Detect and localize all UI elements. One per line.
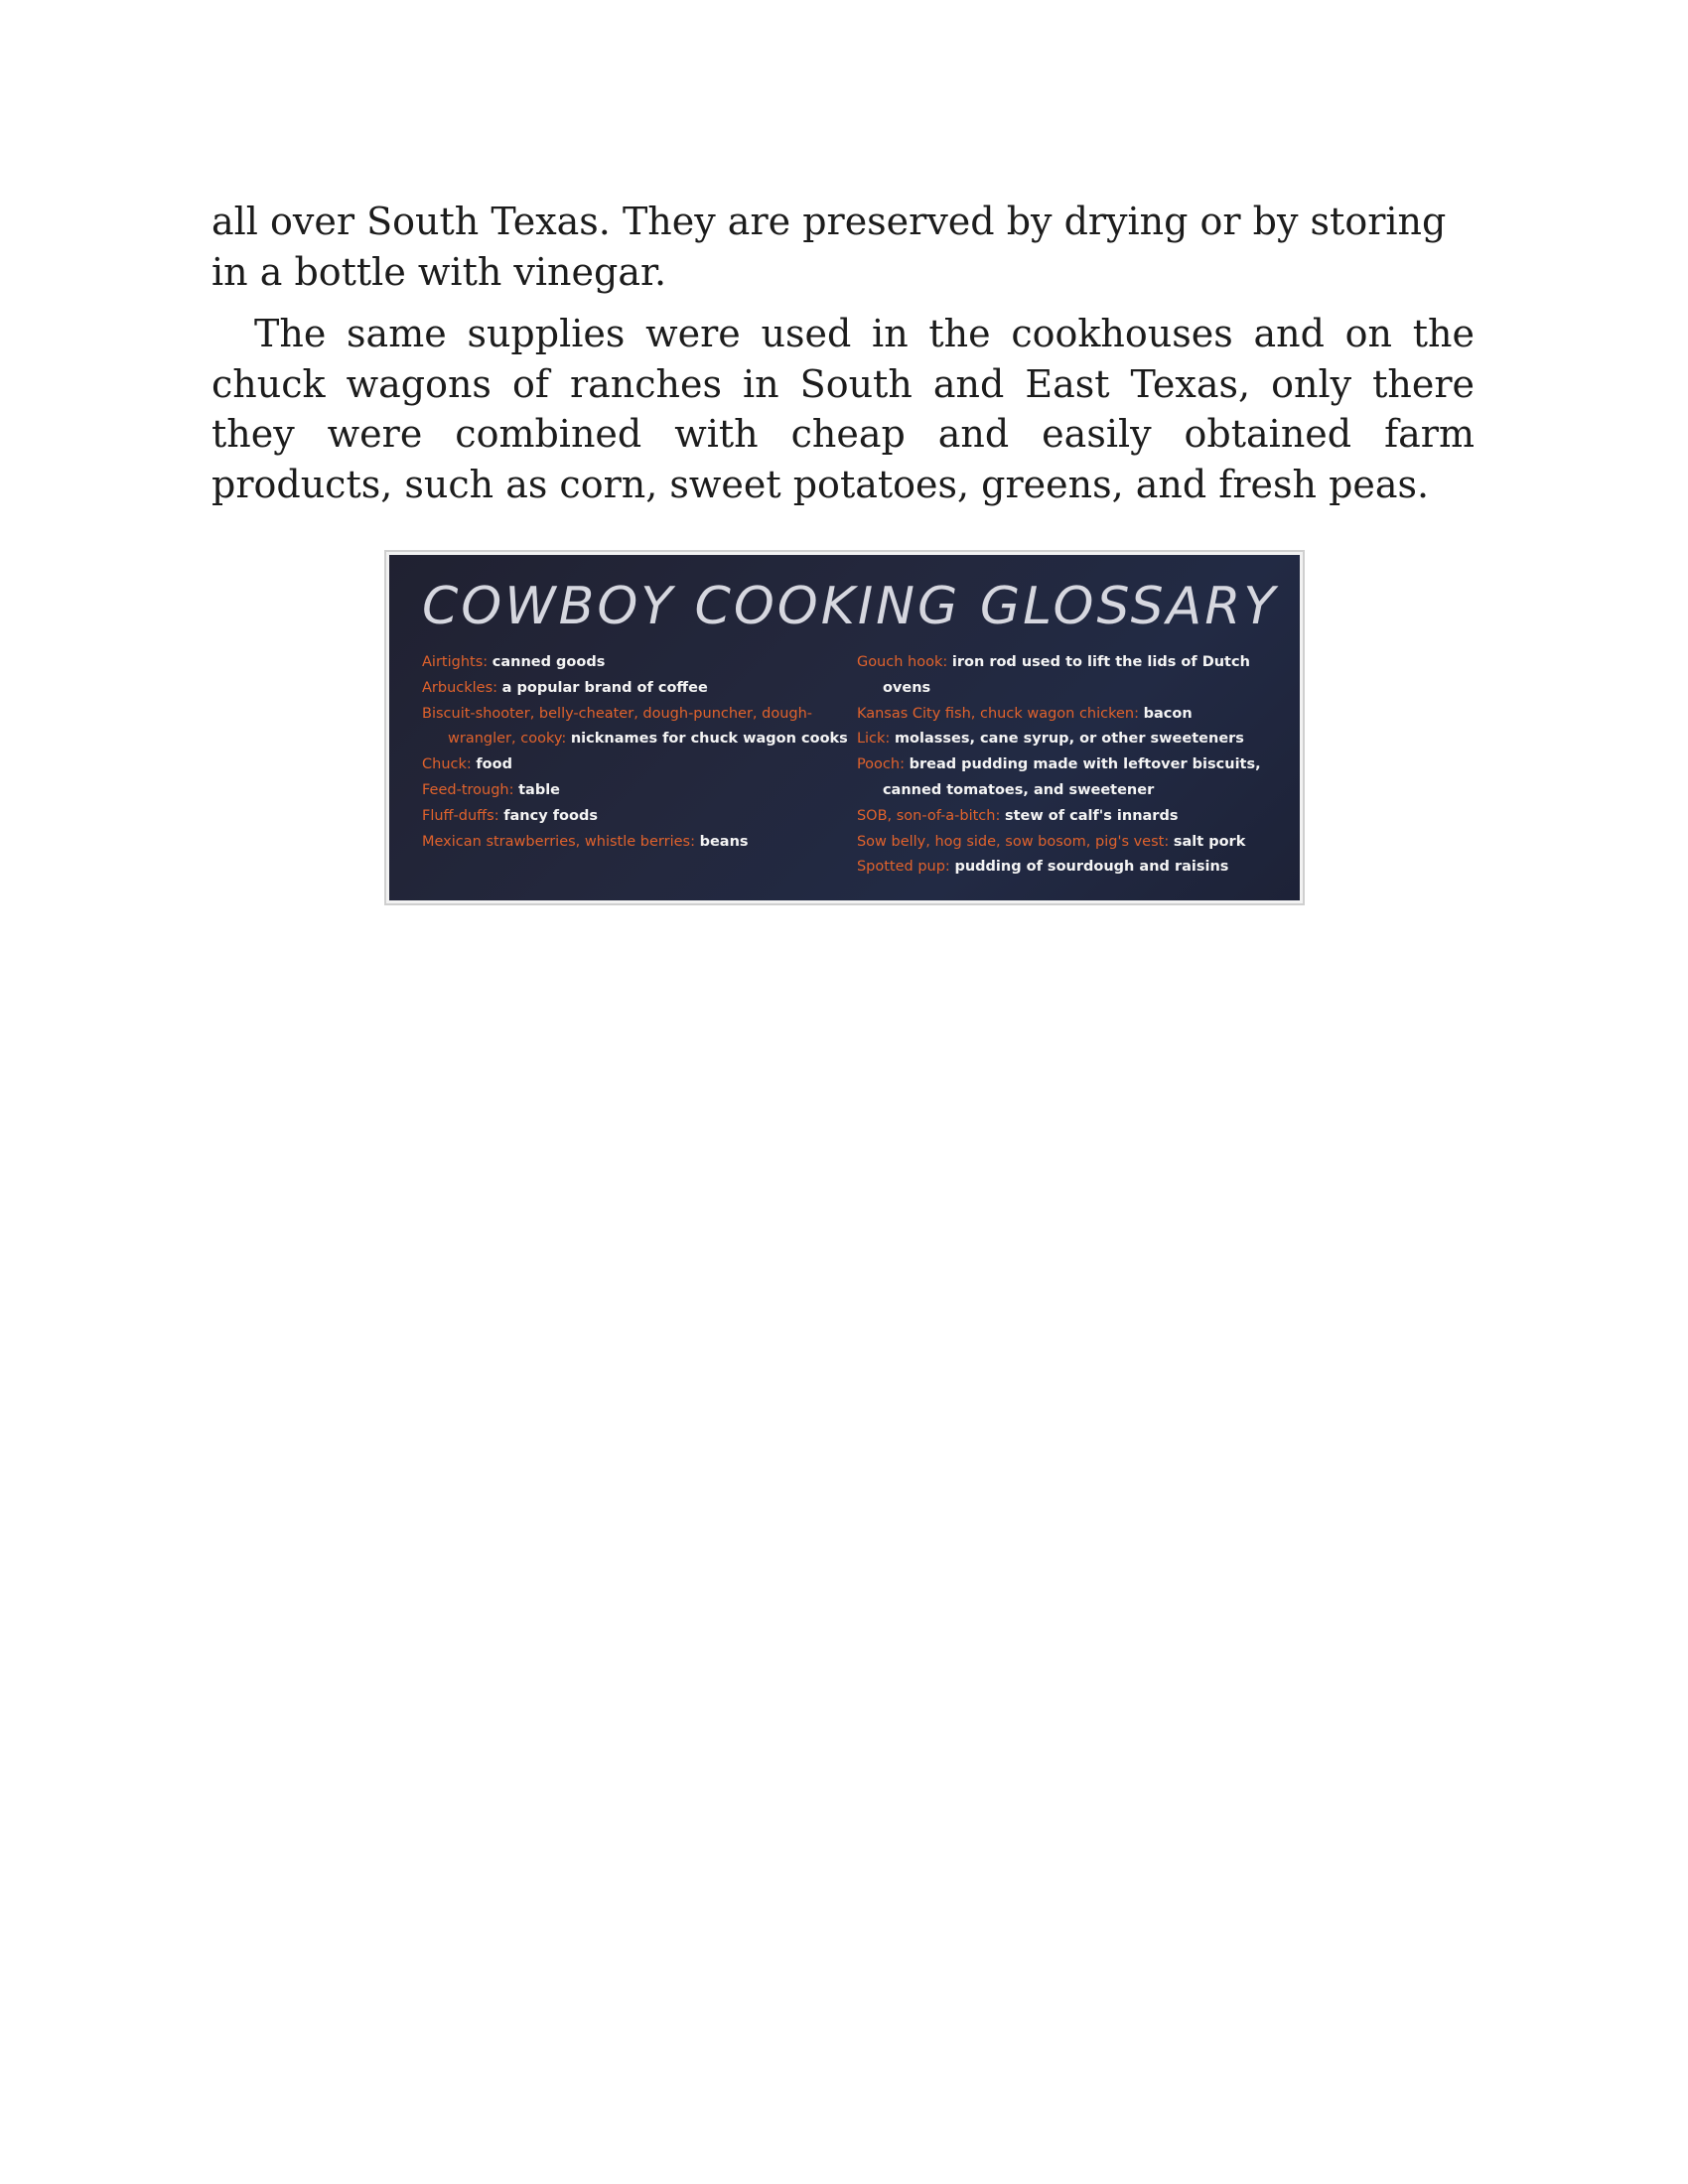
glossary-column-right — [857, 650, 1272, 881]
glossary-term: Spotted pup: — [856, 859, 950, 876]
glossary-definition: bread pudding made with leftover biscuits, canned tomatoes, and sweetener — [882, 756, 1261, 798]
glossary-term: Chuck: — [422, 756, 472, 773]
glossary-entry — [857, 830, 1272, 856]
glossary-term: Airtights: — [422, 654, 489, 670]
glossary-term: Lick: — [856, 731, 891, 748]
glossary-term: Feed-trough: — [422, 781, 514, 798]
glossary-term: SOB, son-of-a-bitch: — [856, 807, 1001, 824]
glossary-definition: bacon — [1143, 705, 1193, 722]
paragraph-continued: all over South Texas. They are preserved by drying or by storing in a bottle with vinegar. — [211, 200, 1447, 294]
glossary-term: Pooch: — [856, 756, 905, 773]
glossary-definition: fancy foods — [503, 807, 598, 824]
glossary-term: Mexican strawberries, whistle berries: — [422, 833, 695, 850]
glossary-definition: salt pork — [1173, 833, 1246, 850]
glossary-columns — [422, 650, 1272, 881]
glossary-entry — [422, 804, 857, 830]
glossary-definition: table — [518, 781, 561, 798]
glossary-definition: stew of calf's innards — [1004, 807, 1179, 824]
glossary-definition: iron rod used to lift the lids of Dutch ovens — [882, 654, 1250, 696]
glossary-definition: beans — [699, 833, 749, 850]
glossary-entry — [422, 702, 857, 753]
glossary-entry — [857, 855, 1272, 881]
glossary-entry — [857, 727, 1272, 752]
glossary-entry — [857, 752, 1272, 804]
glossary-definition: nicknames for chuck wagon cooks — [570, 731, 848, 748]
glossary-definition: pudding of sourdough and raisins — [954, 859, 1229, 876]
glossary-entry — [422, 752, 857, 778]
glossary-entry — [857, 650, 1272, 702]
glossary-entry — [422, 830, 857, 856]
glossary-definition: canned goods — [492, 654, 606, 670]
glossary-term: Fluff-duffs: — [422, 807, 499, 824]
paragraph: The same supplies were used in the cookhouses and on the chuck wagons of ranches in South and East Texas, only there they were combined with cheap and easily obtained farm products, such as corn, sweet potatoes, greens, and fresh peas. — [211, 312, 1475, 506]
glossary-definition: molasses, cane syrup, or other sweeteners — [894, 731, 1244, 748]
glossary-entry — [422, 778, 857, 804]
glossary-entry — [422, 650, 857, 676]
glossary-entry — [857, 702, 1272, 728]
glossary-term: Biscuit-shooter, belly-cheater, dough-puncher, dough-wrangler, cooky: — [422, 705, 813, 748]
glossary-definition: food — [476, 756, 512, 773]
glossary-term: Gouch hook: — [856, 654, 948, 670]
glossary-figure — [384, 550, 1305, 905]
glossary-entry — [422, 676, 857, 702]
glossary-term: Sow belly, hog side, sow bosom, pig's vest: — [856, 833, 1170, 850]
glossary-panel — [389, 555, 1300, 900]
body-text — [211, 197, 1475, 509]
glossary-definition: a popular brand of coffee — [501, 679, 708, 696]
glossary-title: COWBOY COOKING GLOSSARY — [422, 577, 1279, 636]
glossary-term: Arbuckles: — [422, 679, 498, 696]
glossary-term: Kansas City fish, chuck wagon chicken: — [856, 705, 1139, 722]
glossary-column-left — [422, 650, 857, 881]
glossary-entry — [857, 804, 1272, 830]
